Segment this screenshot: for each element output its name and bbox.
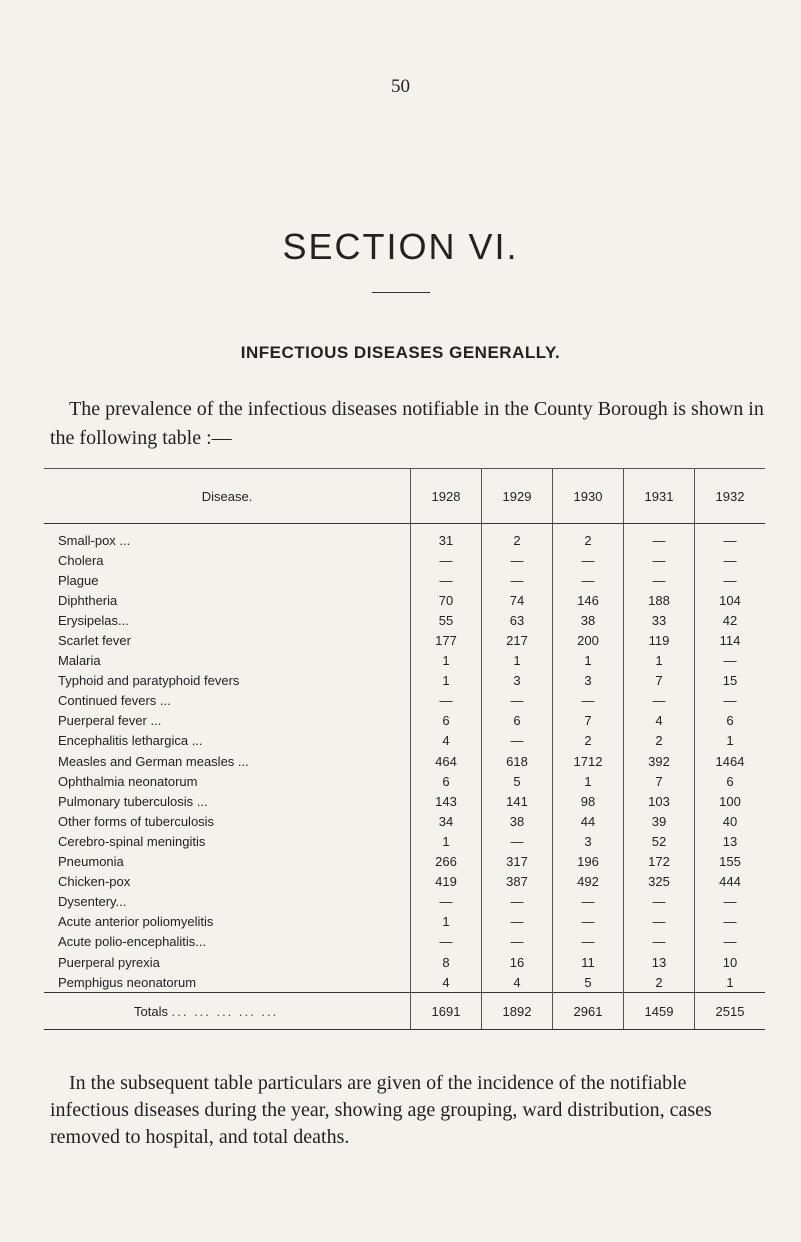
case-count: —	[411, 932, 482, 952]
disease-name: Acute anterior poliomyelitis	[58, 914, 214, 930]
case-count: 100	[695, 791, 766, 811]
disease-name: Measles and German measles ...	[58, 753, 249, 769]
case-count: 1	[695, 972, 766, 993]
table-row	[44, 932, 765, 952]
case-count: —	[553, 570, 624, 590]
case-count: 33	[624, 610, 695, 630]
total-value: 1459	[624, 993, 695, 1030]
case-count: 6	[695, 711, 766, 731]
case-count: —	[624, 932, 695, 952]
disease-name: Typhoid and paratyphoid fevers	[58, 673, 240, 689]
section-title: SECTION VI.	[282, 226, 519, 267]
case-count: —	[411, 550, 482, 570]
case-count: —	[695, 691, 766, 711]
case-count: 387	[482, 872, 553, 892]
case-count: —	[695, 524, 766, 551]
case-count: —	[695, 651, 766, 671]
header-year: 1928	[411, 469, 482, 524]
case-count: 141	[482, 791, 553, 811]
case-count: —	[695, 892, 766, 912]
case-count: 2	[553, 524, 624, 551]
disease-name: Malaria	[58, 653, 101, 669]
disease-name: Plague	[58, 572, 99, 588]
case-count: 16	[482, 952, 553, 972]
case-count: 40	[695, 811, 766, 831]
disease-name: Scarlet fever	[58, 633, 131, 649]
table-header-row	[44, 469, 765, 524]
case-count: 63	[482, 610, 553, 630]
disease-name: Acute polio-encephalitis...	[58, 934, 207, 950]
case-count: 419	[411, 872, 482, 892]
case-count: —	[482, 731, 553, 751]
case-count: 2	[482, 524, 553, 551]
case-count: 325	[624, 872, 695, 892]
case-count: 5	[553, 972, 624, 993]
case-count: 618	[482, 751, 553, 771]
case-count: 464	[411, 751, 482, 771]
case-count: 31	[411, 524, 482, 551]
case-count: 1	[411, 912, 482, 932]
disease-name: Puerperal pyrexia	[58, 954, 160, 970]
case-count: —	[624, 524, 695, 551]
case-count: 6	[695, 771, 766, 791]
disease-name: Small-pox ...	[58, 532, 131, 548]
case-count: 74	[482, 590, 553, 610]
table-row	[44, 952, 765, 972]
case-count: —	[695, 932, 766, 952]
header-year: 1929	[482, 469, 553, 524]
case-count: 34	[411, 811, 482, 831]
case-count: 143	[411, 791, 482, 811]
table-row	[44, 711, 765, 731]
table-row	[44, 550, 765, 570]
case-count: 2	[624, 972, 695, 993]
header-year: 1932	[695, 469, 766, 524]
total-value: 2961	[553, 993, 624, 1030]
disease-name: Puerperal fever ...	[58, 713, 162, 729]
table-row	[44, 751, 765, 771]
table-row	[44, 912, 765, 932]
case-count: 200	[553, 630, 624, 650]
case-count: 55	[411, 610, 482, 630]
case-count: —	[553, 691, 624, 711]
case-count: —	[482, 570, 553, 590]
table-row	[44, 671, 765, 691]
table-row	[44, 610, 765, 630]
header-year: 1930	[553, 469, 624, 524]
case-count: 13	[695, 831, 766, 851]
case-count: 1	[411, 831, 482, 851]
case-count: 114	[695, 630, 766, 650]
case-count: —	[482, 831, 553, 851]
case-count: 177	[411, 630, 482, 650]
disease-name: Cerebro-spinal meningitis	[58, 833, 206, 849]
case-count: 266	[411, 852, 482, 872]
case-count: —	[482, 932, 553, 952]
case-count: —	[482, 912, 553, 932]
case-count: 39	[624, 811, 695, 831]
case-count: 1	[411, 671, 482, 691]
case-count: 52	[624, 831, 695, 851]
case-count: 15	[695, 671, 766, 691]
case-count: 104	[695, 590, 766, 610]
case-count: 7	[624, 771, 695, 791]
title-divider	[372, 292, 430, 293]
table-row	[44, 691, 765, 711]
case-count: —	[624, 892, 695, 912]
case-count: —	[624, 912, 695, 932]
header-year: 1931	[624, 469, 695, 524]
case-count: 98	[553, 791, 624, 811]
table-row	[44, 872, 765, 892]
case-count: 6	[482, 711, 553, 731]
case-count: 6	[411, 711, 482, 731]
disease-name: Erysipelas...	[58, 612, 129, 628]
case-count: 1	[553, 771, 624, 791]
case-count: 2	[553, 731, 624, 751]
total-value: 1691	[411, 993, 482, 1030]
case-count: 1	[553, 651, 624, 671]
total-value: 1892	[482, 993, 553, 1030]
disease-name: Diphtheria	[58, 592, 118, 608]
disease-name: Encephalitis lethargica ...	[58, 733, 203, 749]
disease-name: Chicken-pox	[58, 874, 131, 890]
case-count: —	[695, 570, 766, 590]
case-count: 38	[482, 811, 553, 831]
table-row	[44, 972, 765, 993]
header-disease: Disease.	[44, 469, 411, 524]
total-value: 2515	[695, 993, 766, 1030]
disease-table-container	[44, 468, 765, 1030]
page-number: 50	[391, 76, 410, 97]
case-count: 217	[482, 630, 553, 650]
case-count: —	[411, 892, 482, 912]
case-count: —	[482, 550, 553, 570]
totals-row	[44, 993, 765, 1030]
disease-name: Pulmonary tuberculosis ...	[58, 793, 208, 809]
case-count: 42	[695, 610, 766, 630]
disease-name: Pneumonia	[58, 854, 124, 870]
case-count: —	[482, 892, 553, 912]
case-count: —	[411, 691, 482, 711]
case-count: —	[695, 912, 766, 932]
case-count: 3	[553, 831, 624, 851]
disease-name: Cholera	[58, 552, 104, 568]
table-row	[44, 771, 765, 791]
table-row	[44, 811, 765, 831]
case-count: 2	[624, 731, 695, 751]
intro-paragraph: The prevalence of the infectious diseases notifiable in the County Borough is shown in the following table :—	[50, 398, 764, 449]
case-count: 4	[411, 731, 482, 751]
disease-name: Ophthalmia neonatorum	[58, 773, 198, 789]
subheading: INFECTIOUS DISEASES GENERALLY.	[240, 343, 561, 362]
case-count: —	[553, 932, 624, 952]
case-count: 4	[411, 972, 482, 993]
case-count: 155	[695, 852, 766, 872]
totals-label: Totals ... ... ... ... ...	[44, 993, 411, 1030]
case-count: —	[553, 550, 624, 570]
disease-name: Dysentery...	[58, 894, 127, 910]
case-count: 6	[411, 771, 482, 791]
case-count: 70	[411, 590, 482, 610]
disease-name: Pemphigus neonatorum	[58, 974, 197, 990]
case-count: 8	[411, 952, 482, 972]
case-count: —	[553, 912, 624, 932]
case-count: 7	[624, 671, 695, 691]
table-row	[44, 590, 765, 610]
case-count: 196	[553, 852, 624, 872]
table-row	[44, 570, 765, 590]
case-count: 1	[482, 651, 553, 671]
case-count: 38	[553, 610, 624, 630]
table-row	[44, 630, 765, 650]
case-count: 4	[482, 972, 553, 993]
case-count: 1	[624, 651, 695, 671]
case-count: —	[624, 550, 695, 570]
table-row	[44, 651, 765, 671]
case-count: 5	[482, 771, 553, 791]
disease-table	[44, 468, 765, 1030]
case-count: —	[624, 691, 695, 711]
case-count: —	[624, 570, 695, 590]
case-count: 146	[553, 590, 624, 610]
case-count: 7	[553, 711, 624, 731]
case-count: 1	[695, 731, 766, 751]
table-row	[44, 524, 765, 551]
case-count: 492	[553, 872, 624, 892]
case-count: 119	[624, 630, 695, 650]
table-body	[44, 524, 765, 993]
case-count: 13	[624, 952, 695, 972]
case-count: —	[411, 570, 482, 590]
disease-name: Other forms of tuberculosis	[58, 813, 215, 829]
case-count: 172	[624, 852, 695, 872]
case-count: 1712	[553, 751, 624, 771]
case-count: 3	[482, 671, 553, 691]
case-count: 10	[695, 952, 766, 972]
case-count: 392	[624, 751, 695, 771]
table-row	[44, 892, 765, 912]
table-row	[44, 791, 765, 811]
case-count: 4	[624, 711, 695, 731]
case-count: —	[553, 892, 624, 912]
case-count: 1464	[695, 751, 766, 771]
case-count: 103	[624, 791, 695, 811]
case-count: 444	[695, 872, 766, 892]
case-count: 188	[624, 590, 695, 610]
case-count: —	[482, 691, 553, 711]
case-count: 11	[553, 952, 624, 972]
table-row	[44, 831, 765, 851]
closing-paragraph: In the subsequent table particulars are given of the incidence of the notifiable infectious diseases during the year, showing age grouping, ward distribution, cases removed to hospital, and total deaths.	[50, 1072, 712, 1148]
case-count: 44	[553, 811, 624, 831]
case-count: 3	[553, 671, 624, 691]
table-row	[44, 731, 765, 751]
case-count: 317	[482, 852, 553, 872]
table-row	[44, 852, 765, 872]
disease-name: Continued fevers ...	[58, 693, 171, 709]
case-count: —	[695, 550, 766, 570]
case-count: 1	[411, 651, 482, 671]
